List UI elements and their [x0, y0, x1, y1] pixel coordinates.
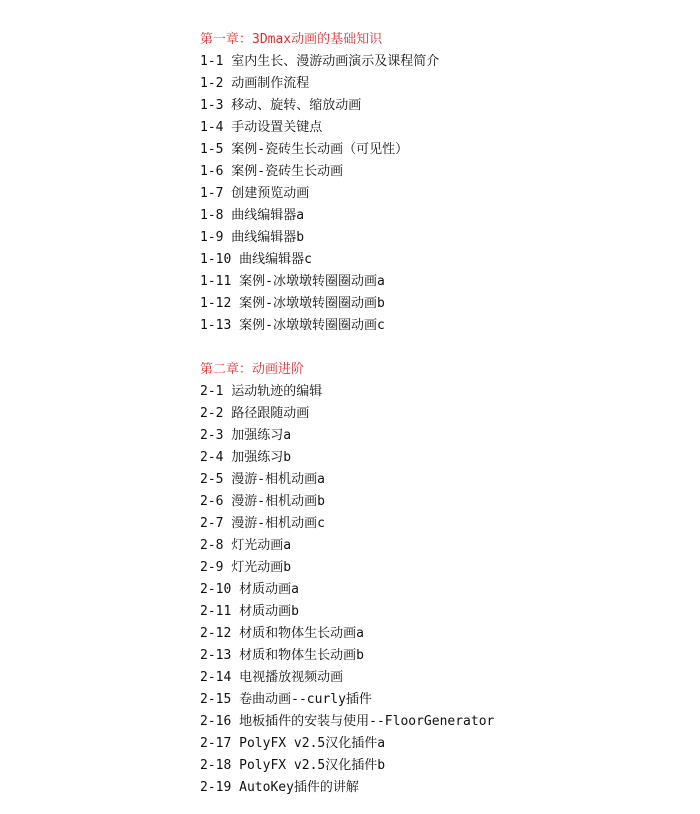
chapter-1-section [200, 29, 680, 337]
lesson-1-4: 1-4 手动设置关键点 [200, 120, 323, 135]
lesson-2-1: 2-1 运动轨迹的编辑 [200, 384, 323, 399]
lesson-2-3: 2-3 加强练习a [200, 428, 292, 443]
lesson-2-19: 2-19 AutoKey插件的讲解 [200, 780, 359, 795]
lesson-1-10: 1-10 曲线编辑器c [200, 252, 312, 267]
lesson-2-6: 2-6 漫游-相机动画b [200, 494, 325, 509]
lesson-2-16: 2-16 地板插件的安装与使用--FloorGenerator [200, 714, 495, 729]
lesson-2-10: 2-10 材质动画a [200, 582, 299, 597]
lesson-2-4: 2-4 加强练习b [200, 450, 292, 465]
lesson-2-14: 2-14 电视播放视频动画 [200, 670, 344, 685]
lesson-1-13: 1-13 案例-冰墩墩转圈圈动画c [200, 318, 385, 333]
lesson-2-15: 2-15 卷曲动画--curly插件 [200, 692, 372, 707]
lesson-1-2: 1-2 动画制作流程 [200, 76, 310, 91]
chapter-2-section [200, 359, 680, 799]
lesson-2-18: 2-18 PolyFX v2.5汉化插件b [200, 758, 386, 773]
lesson-1-12: 1-12 案例-冰墩墩转圈圈动画b [200, 296, 385, 311]
lesson-2-11: 2-11 材质动画b [200, 604, 299, 619]
chapter-2-lesson-list [200, 381, 680, 799]
course-outline [200, 29, 680, 799]
lesson-2-5: 2-5 漫游-相机动画a [200, 472, 325, 487]
lesson-2-13: 2-13 材质和物体生长动画b [200, 648, 364, 663]
chapter-1-title: 第一章：3Dmax动画的基础知识 [200, 32, 383, 47]
lesson-2-12: 2-12 材质和物体生长动画a [200, 626, 364, 641]
lesson-2-2: 2-2 路径跟随动画 [200, 406, 310, 421]
lesson-1-9: 1-9 曲线编辑器b [200, 230, 305, 245]
lesson-2-17: 2-17 PolyFX v2.5汉化插件a [200, 736, 386, 751]
lesson-1-1: 1-1 室内生长、漫游动画演示及课程简介 [200, 54, 440, 69]
lesson-2-7: 2-7 漫游-相机动画c [200, 516, 325, 531]
lesson-1-3: 1-3 移动、旋转、缩放动画 [200, 98, 362, 113]
lesson-1-6: 1-6 案例-瓷砖生长动画 [200, 164, 344, 179]
chapter-2-title: 第二章：动画进阶 [200, 362, 305, 377]
lesson-1-8: 1-8 曲线编辑器a [200, 208, 305, 223]
lesson-1-5: 1-5 案例-瓷砖生长动画（可见性） [200, 142, 409, 157]
lesson-2-9: 2-9 灯光动画b [200, 560, 292, 575]
chapter-1-lesson-list [200, 51, 680, 337]
lesson-1-11: 1-11 案例-冰墩墩转圈圈动画a [200, 274, 385, 289]
lesson-1-7: 1-7 创建预览动画 [200, 186, 310, 201]
lesson-2-8: 2-8 灯光动画a [200, 538, 292, 553]
